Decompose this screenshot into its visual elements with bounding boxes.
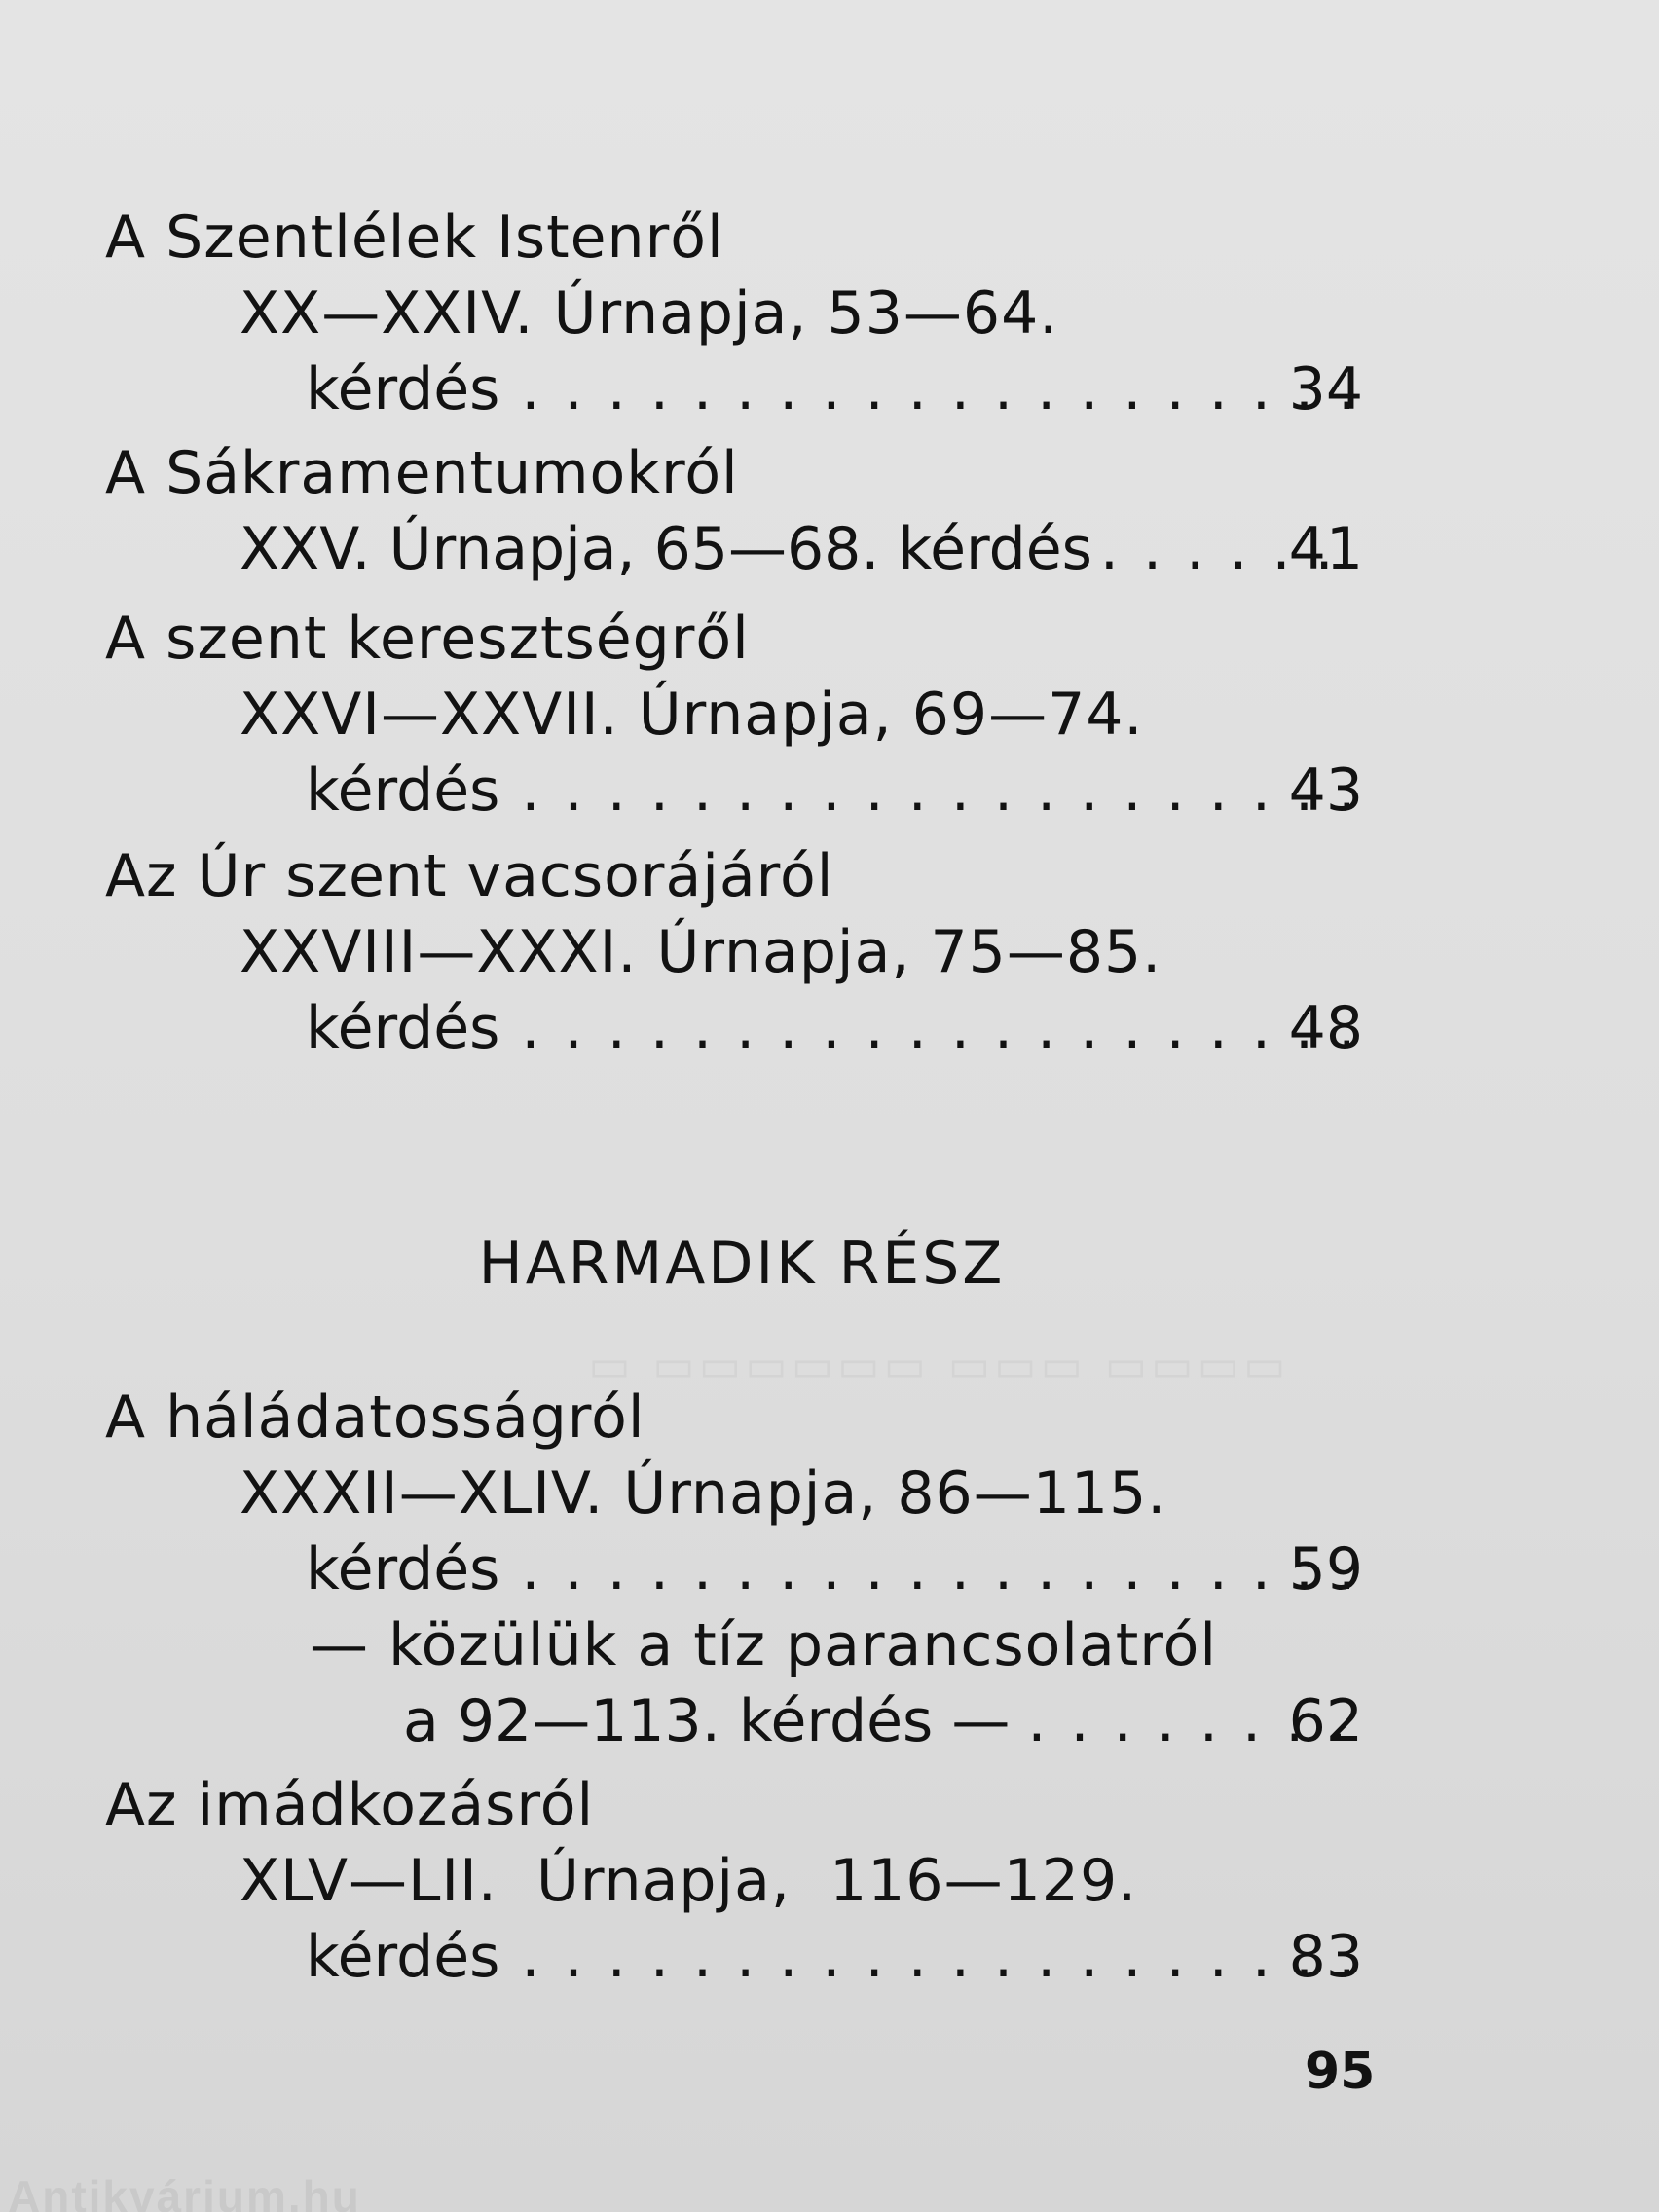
toc-entry-detail: XLV—LII. Úrnapja, 116—129. [240, 1847, 1138, 1915]
dot-leader [521, 756, 1349, 826]
dot-leader [521, 1534, 1349, 1604]
toc-entry-leader-row [306, 1534, 1363, 1604]
toc-entry-title: Az imádkozásról [105, 1771, 595, 1839]
section-heading: HARMADIK RÉSZ [478, 1230, 1006, 1298]
toc-entry-leader-row [240, 514, 1363, 584]
toc-entry-title: A Szentlélek Istenről [105, 203, 724, 272]
toc-page-number: 43 [1288, 756, 1363, 825]
toc-subentry-leader-row [403, 1686, 1363, 1756]
toc-page-number: 59 [1288, 1535, 1363, 1604]
toc-entry-title: A háládatosságról [105, 1383, 645, 1452]
toc-entry-detail: XX—XXIV. Úrnapja, 53—64. [240, 279, 1059, 348]
dot-leader [521, 993, 1349, 1063]
toc-entry-lead: kérdés [306, 994, 500, 1062]
toc-entry-leader-row [306, 993, 1363, 1063]
toc-entry-detail: XXVIII—XXXI. Úrnapja, 75—85. [240, 918, 1162, 986]
show-through-text: ▭▭▭▭ ▭▭▭ ▭▭▭▭▭▭ ▭ [584, 1339, 1286, 1391]
toc-entry-title: A szent keresztségről [105, 605, 750, 673]
page-number: 95 [1305, 2043, 1376, 2101]
dot-leader [521, 1922, 1349, 1992]
toc-entry-lead: XXV. Úrnapja, 65—68. kérdés [240, 515, 1092, 583]
toc-entry-lead: kérdés [306, 1923, 500, 1991]
toc-entry-title: Az Úr szent vacsorájáról [105, 842, 834, 910]
toc-page-number: 62 [1288, 1687, 1363, 1755]
toc-entry-lead: kérdés [306, 355, 500, 424]
toc-entry-leader-row [306, 1922, 1363, 1992]
toc-page-number: 41 [1288, 515, 1363, 583]
toc-entry-leader-row [306, 354, 1363, 424]
toc-entry-lead: kérdés [306, 756, 500, 825]
toc-entry-leader-row [306, 756, 1363, 826]
toc-entry-lead: kérdés [306, 1535, 500, 1604]
toc-subentry-title: — közülük a tíz parancsolatról [310, 1611, 1217, 1679]
toc-subentry-lead: a 92—113. kérdés — [403, 1687, 1011, 1755]
toc-page-number: 83 [1288, 1923, 1363, 1991]
toc-page-number: 48 [1288, 994, 1363, 1062]
toc-page-number: 34 [1288, 355, 1363, 424]
toc-entry-detail: XXVI—XXVII. Úrnapja, 69—74. [240, 681, 1144, 749]
dot-leader [521, 354, 1349, 424]
watermark-text: Antikvárium.hu [8, 2173, 361, 2212]
toc-entry-title: A Sákramentumokról [105, 439, 739, 507]
toc-entry-detail: XXXII—XLIV. Úrnapja, 86—115. [240, 1459, 1167, 1528]
watermark [0, 2173, 370, 2212]
